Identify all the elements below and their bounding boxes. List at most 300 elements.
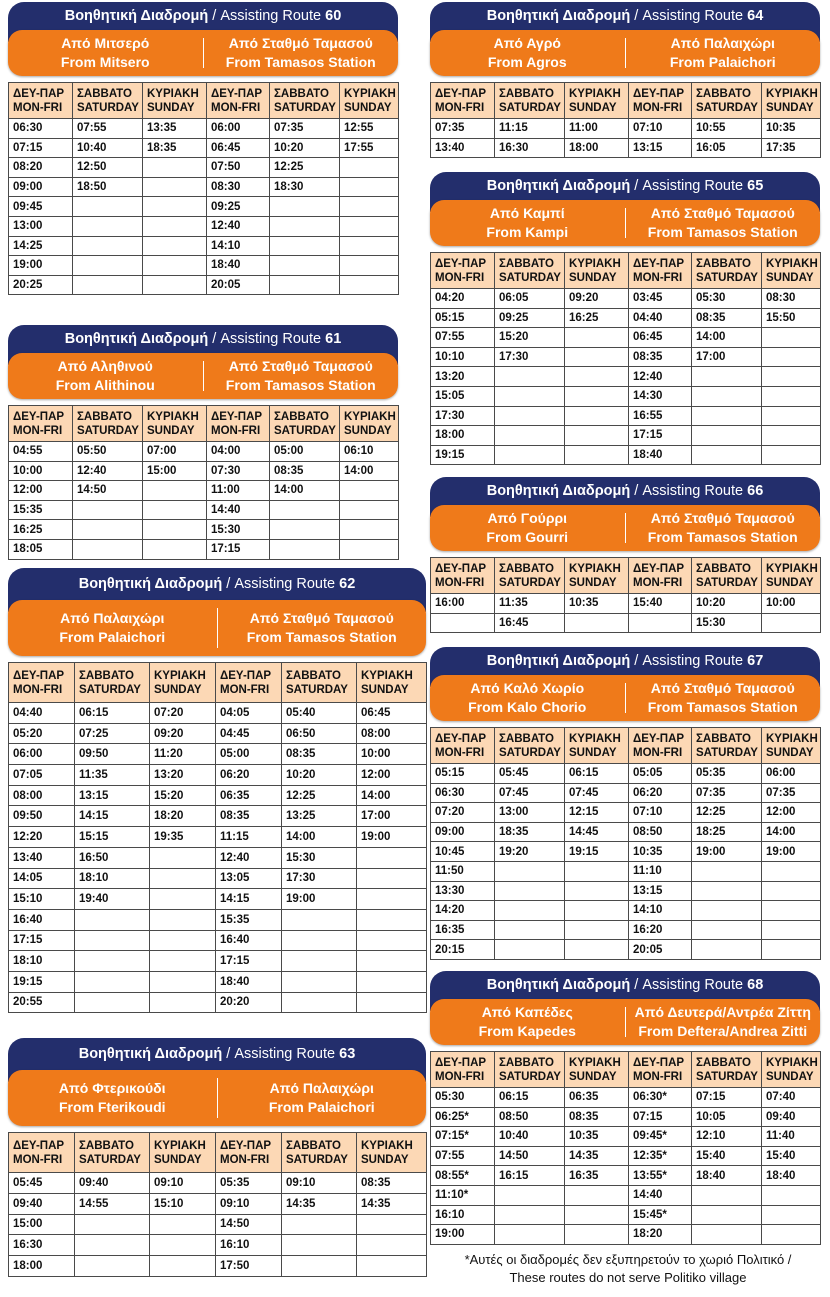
time-cell: 18:20 — [150, 806, 216, 827]
time-cell — [495, 1205, 565, 1225]
time-cell — [692, 426, 762, 446]
direction-2-gr: Από Σταθμό Ταμασού — [249, 610, 394, 626]
time-cell: 11:15 — [216, 827, 282, 848]
column-header — [9, 663, 75, 703]
column-header-en: SATURDAY — [286, 683, 348, 696]
table-row — [431, 764, 821, 784]
header-row — [9, 406, 399, 442]
route-title — [487, 477, 764, 505]
time-cell — [143, 481, 207, 501]
time-cell: 10:20 — [692, 594, 762, 614]
time-cell: 07:35 — [692, 783, 762, 803]
table-row — [431, 367, 821, 387]
column-header-gr: ΣΑΒΒΑΤΟ — [77, 410, 132, 423]
time-cell — [495, 367, 565, 387]
time-cell: 14:05 — [9, 868, 75, 889]
column-header — [762, 83, 821, 119]
column-header-gr: ΔΕΥ-ΠΑΡ — [633, 562, 685, 575]
time-cell — [762, 901, 821, 921]
column-header-gr: ΣΑΒΒΑΤΟ — [274, 410, 329, 423]
time-cell — [495, 861, 565, 881]
time-cell — [762, 347, 821, 367]
column-header — [9, 1133, 75, 1173]
column-header-gr: ΣΑΒΒΑΤΟ — [79, 1139, 134, 1152]
time-cell: 07:20 — [431, 803, 495, 823]
direction-2-en: From Deftera/Andrea Zitti — [638, 1023, 808, 1039]
time-cell — [495, 1185, 565, 1205]
direction-1-gr: Από Αληθινού — [57, 358, 153, 374]
column-header — [762, 728, 821, 764]
time-cell: 16:00 — [431, 594, 495, 614]
column-header-gr: ΚΥΡΙΑΚΗ — [569, 732, 621, 745]
table-row — [9, 744, 427, 765]
time-cell: 08:50 — [629, 822, 692, 842]
time-cell: 13:40 — [9, 847, 75, 868]
time-cell: 10:05 — [692, 1107, 762, 1127]
column-header-gr: ΔΕΥ-ΠΑΡ — [13, 87, 65, 100]
column-header — [692, 558, 762, 594]
direction-1-en: From Kapedes — [478, 1023, 576, 1039]
time-cell — [270, 197, 340, 217]
direction-1-gr: Από Καλό Χωρίο — [470, 680, 585, 696]
column-header-en: SUNDAY — [361, 1153, 409, 1166]
time-cell: 13:00 — [9, 216, 73, 236]
time-cell: 12:40 — [207, 216, 270, 236]
column-header — [340, 406, 399, 442]
column-header-en: SUNDAY — [766, 746, 814, 759]
time-cell: 08:35 — [282, 744, 357, 765]
time-cell: 19:00 — [431, 1225, 495, 1245]
route-prefix-gr: Βοηθητική Διαδρομή — [486, 483, 631, 499]
time-cell: 15:05 — [431, 386, 495, 406]
time-cell — [692, 1225, 762, 1245]
route-number: 62 — [339, 576, 356, 592]
direction-band — [8, 353, 398, 399]
time-cell: 19:15 — [565, 842, 629, 862]
time-cell — [150, 889, 216, 910]
column-header-en: SUNDAY — [147, 101, 195, 114]
time-cell: 18:10 — [75, 868, 150, 889]
direction-1-en: From Agros — [487, 54, 567, 70]
table-row — [9, 785, 427, 806]
time-cell: 18:35 — [495, 822, 565, 842]
time-cell: 16:25 — [9, 520, 73, 540]
time-cell: 09:10 — [282, 1173, 357, 1194]
time-cell — [340, 177, 399, 197]
table-row — [431, 822, 821, 842]
time-cell: 12:40 — [629, 367, 692, 387]
column-header-en: SUNDAY — [154, 683, 202, 696]
route-title — [65, 325, 342, 353]
time-cell — [565, 920, 629, 940]
time-cell: 12:25 — [692, 803, 762, 823]
direction-1-en: From Palaichori — [59, 629, 166, 645]
time-cell: 12:50 — [73, 158, 143, 178]
column-header-gr: ΔΕΥ-ΠΑΡ — [435, 562, 487, 575]
time-cell: 11:50 — [431, 861, 495, 881]
time-cell: 07:15 — [629, 1107, 692, 1127]
column-header-en: MON-FRI — [633, 101, 683, 114]
time-cell — [357, 930, 427, 951]
column-header — [565, 83, 629, 119]
column-header-en: SATURDAY — [696, 1070, 758, 1083]
table-row — [431, 901, 821, 921]
route-title — [487, 647, 764, 675]
time-cell: 09:45* — [629, 1127, 692, 1147]
table-row — [431, 1146, 821, 1166]
column-header-gr: ΚΥΡΙΑΚΗ — [154, 1139, 206, 1152]
time-cell: 07:35 — [270, 119, 340, 139]
time-cell — [762, 1205, 821, 1225]
time-cell — [150, 1235, 216, 1256]
time-cell — [73, 275, 143, 295]
time-cell: 17:55 — [340, 138, 399, 158]
table-row — [9, 930, 427, 951]
time-cell: 13:15 — [629, 138, 692, 158]
time-cell: 14:35 — [565, 1146, 629, 1166]
direction-1-en: From Gourri — [486, 529, 569, 545]
direction-1-en: From Fterikoudi — [58, 1099, 166, 1115]
column-header-en: SUNDAY — [766, 1070, 814, 1083]
column-header-gr: ΔΕΥ-ΠΑΡ — [13, 1139, 65, 1152]
time-cell: 18:40 — [216, 971, 282, 992]
column-header — [495, 83, 565, 119]
time-cell — [73, 216, 143, 236]
time-cell — [357, 868, 427, 889]
time-cell — [282, 930, 357, 951]
column-header-gr: ΣΑΒΒΑΤΟ — [499, 1056, 554, 1069]
time-cell: 10:00 — [357, 744, 427, 765]
table-row — [9, 256, 399, 276]
time-cell: 17:30 — [495, 347, 565, 367]
time-cell: 06:30* — [629, 1088, 692, 1108]
time-cell — [692, 386, 762, 406]
direction-2-gr: Από Δευτερά/Αντρέα Ζίττη — [634, 1004, 811, 1020]
time-cell: 17:00 — [692, 347, 762, 367]
table-row — [431, 783, 821, 803]
time-cell — [150, 868, 216, 889]
direction-1-gr: Από Καμπί — [489, 205, 565, 221]
time-cell — [495, 920, 565, 940]
time-cell: 06:45 — [629, 328, 692, 348]
time-cell: 14:15 — [75, 806, 150, 827]
time-cell: 08:35 — [216, 806, 282, 827]
table-row — [9, 236, 399, 256]
time-cell: 15:30 — [282, 847, 357, 868]
time-cell: 14:55 — [75, 1193, 150, 1214]
column-header-en: SATURDAY — [274, 101, 336, 114]
table-row — [9, 806, 427, 827]
time-cell — [270, 539, 340, 559]
table-row — [431, 613, 821, 633]
time-cell — [692, 406, 762, 426]
direction-2-en: From Tamasos Station — [225, 377, 376, 393]
time-cell — [340, 539, 399, 559]
direction-band — [430, 200, 820, 246]
time-cell — [357, 909, 427, 930]
column-header-en: SUNDAY — [569, 1070, 617, 1083]
time-cell — [692, 1205, 762, 1225]
time-cell — [340, 500, 399, 520]
time-cell — [629, 613, 692, 633]
column-header-en: SATURDAY — [499, 576, 561, 589]
time-cell: 12:00 — [9, 481, 73, 501]
time-cell: 13:35 — [143, 119, 207, 139]
time-cell: 09:00 — [431, 822, 495, 842]
time-cell: 07:20 — [150, 703, 216, 724]
time-cell: 09:25 — [495, 308, 565, 328]
time-cell: 09:45 — [9, 197, 73, 217]
time-cell: 07:05 — [9, 765, 75, 786]
header-row — [431, 83, 821, 119]
time-cell — [692, 1185, 762, 1205]
time-cell: 07:10 — [629, 119, 692, 139]
column-header — [73, 406, 143, 442]
time-cell — [282, 951, 357, 972]
column-header — [431, 1052, 495, 1088]
route-number: 60 — [325, 8, 342, 24]
table-row — [9, 971, 427, 992]
time-cell: 04:20 — [431, 289, 495, 309]
route-prefix-en: Assisting Route — [220, 331, 322, 347]
column-header — [216, 663, 282, 703]
time-cell — [762, 386, 821, 406]
time-cell: 18:35 — [143, 138, 207, 158]
direction-from-1 — [8, 1070, 217, 1126]
time-cell: 06:00 — [9, 744, 75, 765]
time-cell: 05:05 — [629, 764, 692, 784]
column-header — [431, 728, 495, 764]
time-cell — [495, 445, 565, 465]
time-cell: 04:45 — [216, 723, 282, 744]
time-cell: 14:25 — [9, 236, 73, 256]
direction-from-1 — [8, 600, 217, 656]
column-header-gr: ΚΥΡΙΑΚΗ — [766, 732, 818, 745]
time-cell: 06:00 — [207, 119, 270, 139]
table-row — [431, 426, 821, 446]
timetable — [430, 727, 821, 960]
time-cell — [565, 881, 629, 901]
time-cell — [565, 901, 629, 921]
direction-2-en: From Palaichori — [669, 54, 776, 70]
time-cell: 16:10 — [431, 1205, 495, 1225]
footnote-line-1: *Αυτές οι διαδρομές δεν εξυπηρετούν το χωριό Πολιτικό / — [464, 1252, 792, 1267]
time-cell — [357, 1256, 427, 1277]
time-cell — [565, 940, 629, 960]
column-header-gr: ΣΑΒΒΑΤΟ — [499, 562, 554, 575]
table-row — [9, 500, 399, 520]
time-cell: 11:35 — [75, 765, 150, 786]
column-header — [216, 1133, 282, 1173]
time-cell: 07:35 — [431, 119, 495, 139]
time-cell: 19:35 — [150, 827, 216, 848]
route-slash: / — [630, 977, 643, 993]
table-row — [9, 216, 399, 236]
direction-from-1 — [430, 30, 625, 76]
time-cell — [282, 1235, 357, 1256]
time-cell: 20:05 — [629, 940, 692, 960]
time-cell: 10:35 — [762, 119, 821, 139]
time-cell: 18:05 — [9, 539, 73, 559]
column-header — [207, 83, 270, 119]
time-cell: 06:25* — [431, 1107, 495, 1127]
direction-2-gr: Από Σταθμό Ταμασού — [228, 358, 373, 374]
time-cell — [150, 847, 216, 868]
table-row — [431, 328, 821, 348]
time-cell: 06:15 — [565, 764, 629, 784]
time-cell: 14:00 — [282, 827, 357, 848]
time-cell: 11:20 — [150, 744, 216, 765]
timetable — [8, 82, 399, 295]
time-cell: 04:40 — [629, 308, 692, 328]
column-header-en: SUNDAY — [569, 746, 617, 759]
time-cell — [565, 1205, 629, 1225]
time-cell: 13:30 — [431, 881, 495, 901]
column-header-gr: ΔΕΥ-ΠΑΡ — [211, 87, 263, 100]
time-cell: 08:55* — [431, 1166, 495, 1186]
direction-2-gr: Από Σταθμό Ταμασού — [650, 205, 795, 221]
column-header — [495, 728, 565, 764]
time-cell: 16:45 — [495, 613, 565, 633]
time-cell — [357, 951, 427, 972]
column-header-gr: ΣΑΒΒΑΤΟ — [79, 669, 134, 682]
time-cell — [73, 236, 143, 256]
time-cell: 06:15 — [495, 1088, 565, 1108]
time-cell: 14:15 — [216, 889, 282, 910]
column-header-en: MON-FRI — [13, 683, 63, 696]
time-cell: 15:30 — [207, 520, 270, 540]
time-cell: 06:20 — [216, 765, 282, 786]
route-prefix-en: Assisting Route — [642, 977, 744, 993]
route-prefix-en: Assisting Route — [642, 653, 744, 669]
column-header — [629, 558, 692, 594]
time-cell: 18:50 — [73, 177, 143, 197]
time-cell: 16:25 — [565, 308, 629, 328]
time-cell — [565, 347, 629, 367]
time-cell: 18:10 — [9, 951, 75, 972]
time-cell: 17:35 — [762, 138, 821, 158]
column-header-en: MON-FRI — [211, 424, 261, 437]
time-cell: 13:05 — [216, 868, 282, 889]
time-cell: 03:45 — [629, 289, 692, 309]
time-cell: 15:00 — [9, 1214, 75, 1235]
time-cell: 18:25 — [692, 822, 762, 842]
column-header-gr: ΚΥΡΙΑΚΗ — [361, 669, 413, 682]
time-cell — [150, 909, 216, 930]
direction-from-2 — [218, 600, 427, 656]
direction-from-1 — [430, 999, 625, 1045]
route-number: 67 — [747, 653, 764, 669]
direction-from-2 — [626, 30, 821, 76]
table-row — [9, 827, 427, 848]
time-cell — [270, 520, 340, 540]
time-cell: 06:45 — [357, 703, 427, 724]
column-header-en: SATURDAY — [696, 101, 758, 114]
column-header — [762, 253, 821, 289]
time-cell — [692, 861, 762, 881]
time-cell: 10:35 — [629, 842, 692, 862]
time-cell: 13:25 — [282, 806, 357, 827]
table-row — [431, 386, 821, 406]
column-header — [282, 1133, 357, 1173]
table-row — [431, 594, 821, 614]
time-cell: 17:50 — [216, 1256, 282, 1277]
direction-2-en: From Tamasos Station — [647, 529, 798, 545]
time-cell — [762, 367, 821, 387]
column-header-en: SATURDAY — [696, 576, 758, 589]
time-cell — [270, 256, 340, 276]
route-prefix-gr: Βοηθητική Διαδρομή — [64, 8, 209, 24]
column-header — [282, 663, 357, 703]
column-header — [565, 558, 629, 594]
time-cell: 11:10* — [431, 1185, 495, 1205]
time-cell — [75, 909, 150, 930]
column-header — [270, 406, 340, 442]
time-cell: 20:15 — [431, 940, 495, 960]
column-header-en: SUNDAY — [569, 101, 617, 114]
column-header-gr: ΔΕΥ-ΠΑΡ — [435, 257, 487, 270]
time-cell — [282, 971, 357, 992]
table-row — [9, 481, 399, 501]
time-cell: 14:50 — [73, 481, 143, 501]
column-header — [629, 1052, 692, 1088]
time-cell: 07:15* — [431, 1127, 495, 1147]
column-header-en: SATURDAY — [696, 271, 758, 284]
time-cell: 05:30 — [692, 289, 762, 309]
time-cell: 18:00 — [431, 426, 495, 446]
time-cell: 05:45 — [495, 764, 565, 784]
time-cell — [762, 426, 821, 446]
table-row — [431, 1166, 821, 1186]
time-cell — [495, 406, 565, 426]
time-cell: 15:20 — [150, 785, 216, 806]
route-number: 63 — [339, 1046, 356, 1062]
time-cell: 14:35 — [282, 1193, 357, 1214]
time-cell — [565, 426, 629, 446]
column-header-gr: ΔΕΥ-ΠΑΡ — [13, 669, 65, 682]
column-header — [762, 558, 821, 594]
time-cell — [762, 861, 821, 881]
time-cell: 09:20 — [565, 289, 629, 309]
time-cell: 14:40 — [629, 1185, 692, 1205]
route-prefix-en: Assisting Route — [234, 1046, 336, 1062]
timetable — [430, 557, 821, 633]
table-row — [9, 275, 399, 295]
time-cell — [565, 1185, 629, 1205]
time-cell: 15:00 — [143, 461, 207, 481]
time-cell: 14:50 — [495, 1146, 565, 1166]
time-cell — [340, 520, 399, 540]
time-cell: 15:40 — [762, 1146, 821, 1166]
route-slash: / — [630, 8, 643, 24]
column-header-en: SATURDAY — [77, 101, 139, 114]
time-cell — [565, 861, 629, 881]
table-row — [431, 347, 821, 367]
time-cell: 16:55 — [629, 406, 692, 426]
time-cell: 04:55 — [9, 442, 73, 462]
column-header — [629, 83, 692, 119]
time-cell: 07:55 — [431, 328, 495, 348]
direction-from-1 — [8, 353, 203, 399]
direction-from-2 — [626, 999, 821, 1045]
direction-band — [430, 30, 820, 76]
route-slash: / — [630, 653, 643, 669]
time-cell: 19:20 — [495, 842, 565, 862]
header-row — [431, 1052, 821, 1088]
time-cell — [495, 881, 565, 901]
time-cell: 17:15 — [207, 539, 270, 559]
route-prefix-en: Assisting Route — [642, 178, 744, 194]
